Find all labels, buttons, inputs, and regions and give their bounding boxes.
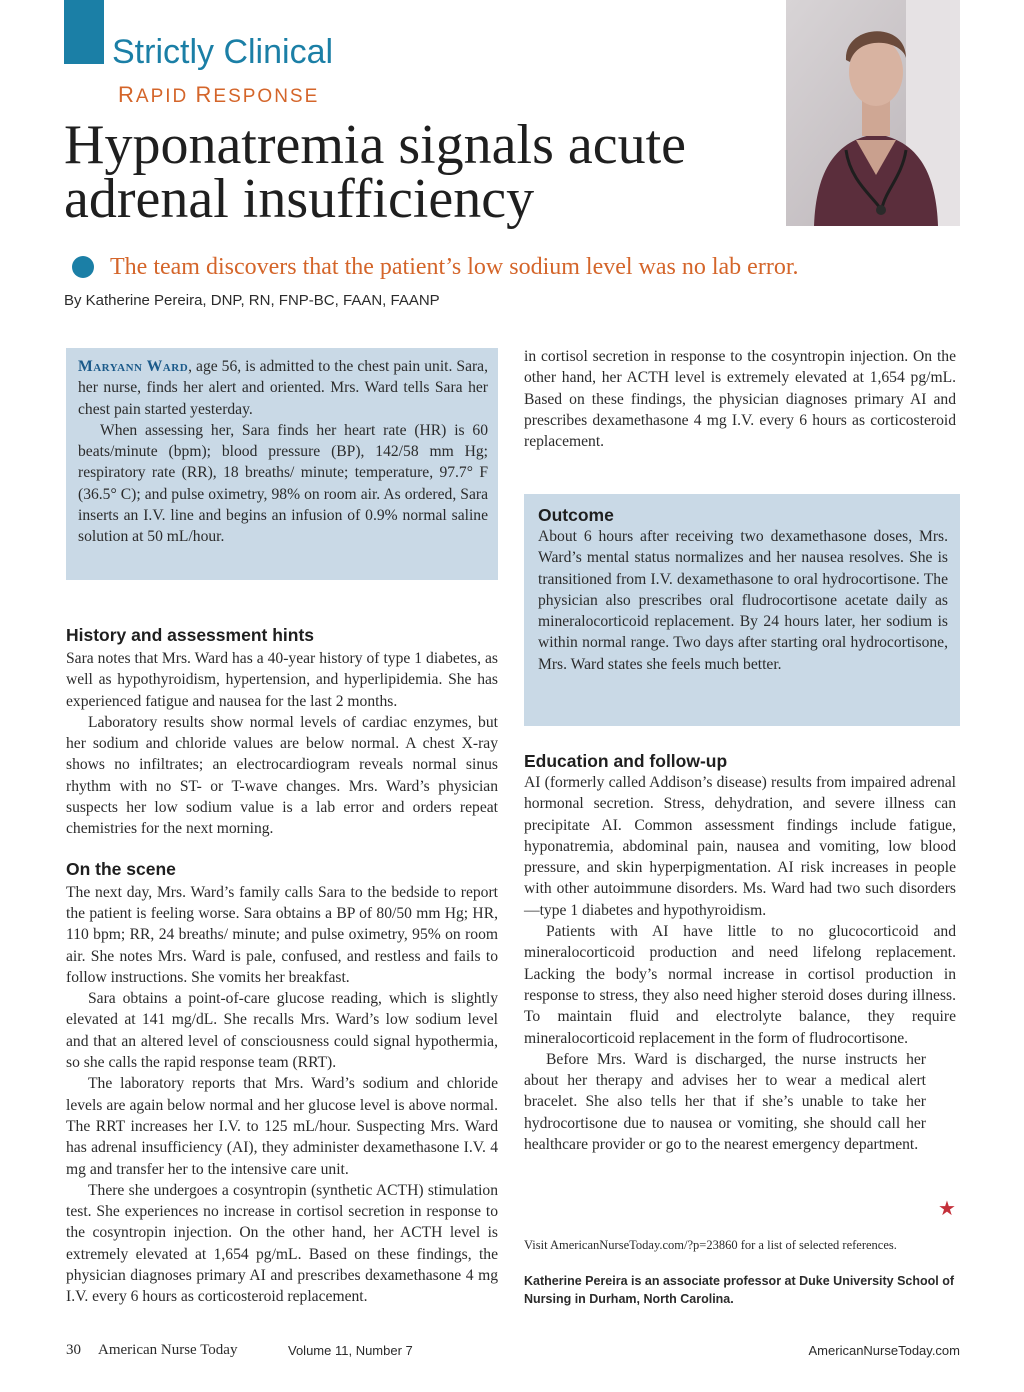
patient-name: Maryann Ward — [78, 358, 189, 375]
nurse-photo — [786, 0, 960, 226]
author-bio: Katherine Pereira is an associate professor at Duke University School of Nursing in Durham, North Carolina. — [524, 1274, 955, 1306]
tagline-bullet-icon — [72, 256, 94, 278]
website: AmericanNurseToday.com — [808, 1343, 960, 1358]
education-paragraph: AI (formerly called Addison’s disease) results from impaired adrenal hormonal secretion. Stress, dehydration, and severe illness can precipitate AI. Common assessment findings include fatigue, hyponatremia, abdominal pain, nausea and vomiting, low blood pressure, and skin hyperpigmentation. AI risk increases in people with other autoimmune disorders. Ms. Ward had two such disorders—type 1 diabetes and hypothyroidism. — [524, 774, 956, 919]
outcome-paragraph: About 6 hours after receiving two dexamethasone doses, Mrs. Ward’s mental status normalizes and her nausea resolves. She is transitioned from I.V. dexamethasone to oral hydrocortisone. The physician also prescribes oral fludrocortisone acetate daily as mineralocorticoid replacement. By 24 hours later, her sodium is within normal range. Two days after starting oral hydrocortisone, Mrs. Ward states she feels much better. — [538, 528, 948, 673]
education-section — [524, 750, 956, 1155]
article-title: Hyponatremia signals acute adrenal insufficiency — [64, 114, 687, 230]
section-accent-bar — [64, 0, 104, 64]
education-paragraph: Patients with AI have little to no glucocorticoid and mineralocorticoid production and need lifelong replacement. Lacking the body’s normal increase in cortisol production in response to stress, they also need higher steroid doses during illness. To maintain fluid and electrolyte balance, they require mineralocorticoid replacement in the form of fludrocortisone. — [524, 923, 956, 1047]
outcome-text — [538, 504, 948, 675]
right-column-continuation — [524, 346, 956, 452]
scene-continuation: in cortisol secretion in response to the cosyntropin injection. On the other hand, her ACTH level is extremely elevated at 1,654 pg/mL. Based on these findings, the physician diagnoses primary AI and prescribes dexamethasone 4 mg I.V. every 6 hours as corticosteroid replacement. — [524, 348, 956, 451]
end-star-icon: ★ — [938, 1196, 956, 1220]
section-title: Strictly Clinical — [112, 33, 334, 71]
left-column — [66, 624, 498, 1306]
scene-paragraph: There she undergoes a cosyntropin (synthetic ACTH) stimulation test. She experiences no increase in cortisol secretion in response to the cosyntropin injection. On the other hand, her ACTH level is extremely elevated at 1,654 pg/mL. Based on these findings, the physician diagnoses primary AI and prescribes dexamethasone 4 mg I.V. every 6 hours as corticosteroid replacement. — [66, 1181, 498, 1306]
intro-text: Maryann Ward, age 56, is admitted to the chest pain unit. Sara, her nurse, finds her alert and oriented. Mrs. Ward tells Sara her chest pain started yesterday. When assessing her, Sara finds her heart rate (HR) is 60 beats/minute (bpm); blood pressure (BP), 142/58 mm Hg; respiratory rate (RR), 18 breaths/ minute; temperature, 97.7° F (36.5° C); and pulse oximetry, 98% on room air. As ordered, Sara inserts an I.V. line and begins an infusion of 0.9% normal saline solution at 50 mL/hour. — [78, 358, 489, 546]
byline: By Katherine Pereira, DNP, RN, FNP-BC, FAAN, FAANP — [64, 292, 440, 309]
publication-name: American Nurse Today — [98, 1342, 238, 1358]
scene-heading: On the scene — [66, 858, 176, 879]
education-heading: Education and follow-up — [524, 751, 728, 771]
volume-info: Volume 11, Number 7 — [288, 1343, 413, 1358]
page-number: 30 — [66, 1342, 81, 1358]
scene-paragraph: The next day, Mrs. Ward’s family calls Sara to the bedside to report the patient is feeling worse. Sara obtains a BP of 80/50 mm Hg; HR, 110 bpm; RR, 24 breaths/ minute; and pulse oximetry, 95% on room air. She notes Mrs. Ward is pale, confused, and restless and fails to follow instructions. She vomits her breakfast. — [66, 883, 498, 986]
history-heading: History and assessment hints — [66, 625, 314, 645]
history-paragraph: Sara notes that Mrs. Ward has a 40-year history of type 1 diabetes, as well as hypothyroidism, hypertension, and hyperlipidemia. She has experienced fatigue and nausea for the last 2 months. — [66, 650, 498, 710]
references-note: Visit AmericanNurseToday.com/?p=23860 for a list of selected references. — [524, 1238, 897, 1252]
tagline: The team discovers that the patient’s low sodium level was no lab error. — [110, 254, 799, 280]
subsection-title: RAPID RESPONSE — [118, 82, 320, 107]
outcome-heading: Outcome — [538, 505, 614, 525]
scene-paragraph: Sara obtains a point-of-care glucose reading, which is slightly elevated at 141 mg/dL. She recalls Mrs. Ward’s low sodium level and that an altered level of consciousness could signal hypothermia, so she calls the rapid response team (RRT). — [66, 990, 498, 1072]
history-paragraph: Laboratory results show normal levels of cardiac enzymes, but her sodium and chloride values are below normal. A chest X-ray shows no infiltrates; an electrocardiogram reveals normal sinus rhythm with no ST- or T-wave changes. Mrs. Ward’s physician suspects her low sodium value is a lab error and orders repeat chemistries for the next morning. — [66, 713, 498, 838]
scene-paragraph: The laboratory reports that Mrs. Ward’s sodium and chloride levels are again below normal and her glucose level is above normal. The RRT increases her I.V. to 125 mL/hour. Suspecting Mrs. Ward has adrenal insufficiency (AI), they administer dexamethasone I.V. 4 mg and transfer her to the intensive care unit. — [66, 1075, 498, 1178]
education-paragraph: Before Mrs. Ward is discharged, the nurse instructs her about her therapy and advises her to wear a medical alert bracelet. She also tells her that if she’s unable to take her hydrocortisone due to nausea or vomiting, she should call her healthcare provider or go to the nearest emergency department. — [524, 1050, 926, 1154]
